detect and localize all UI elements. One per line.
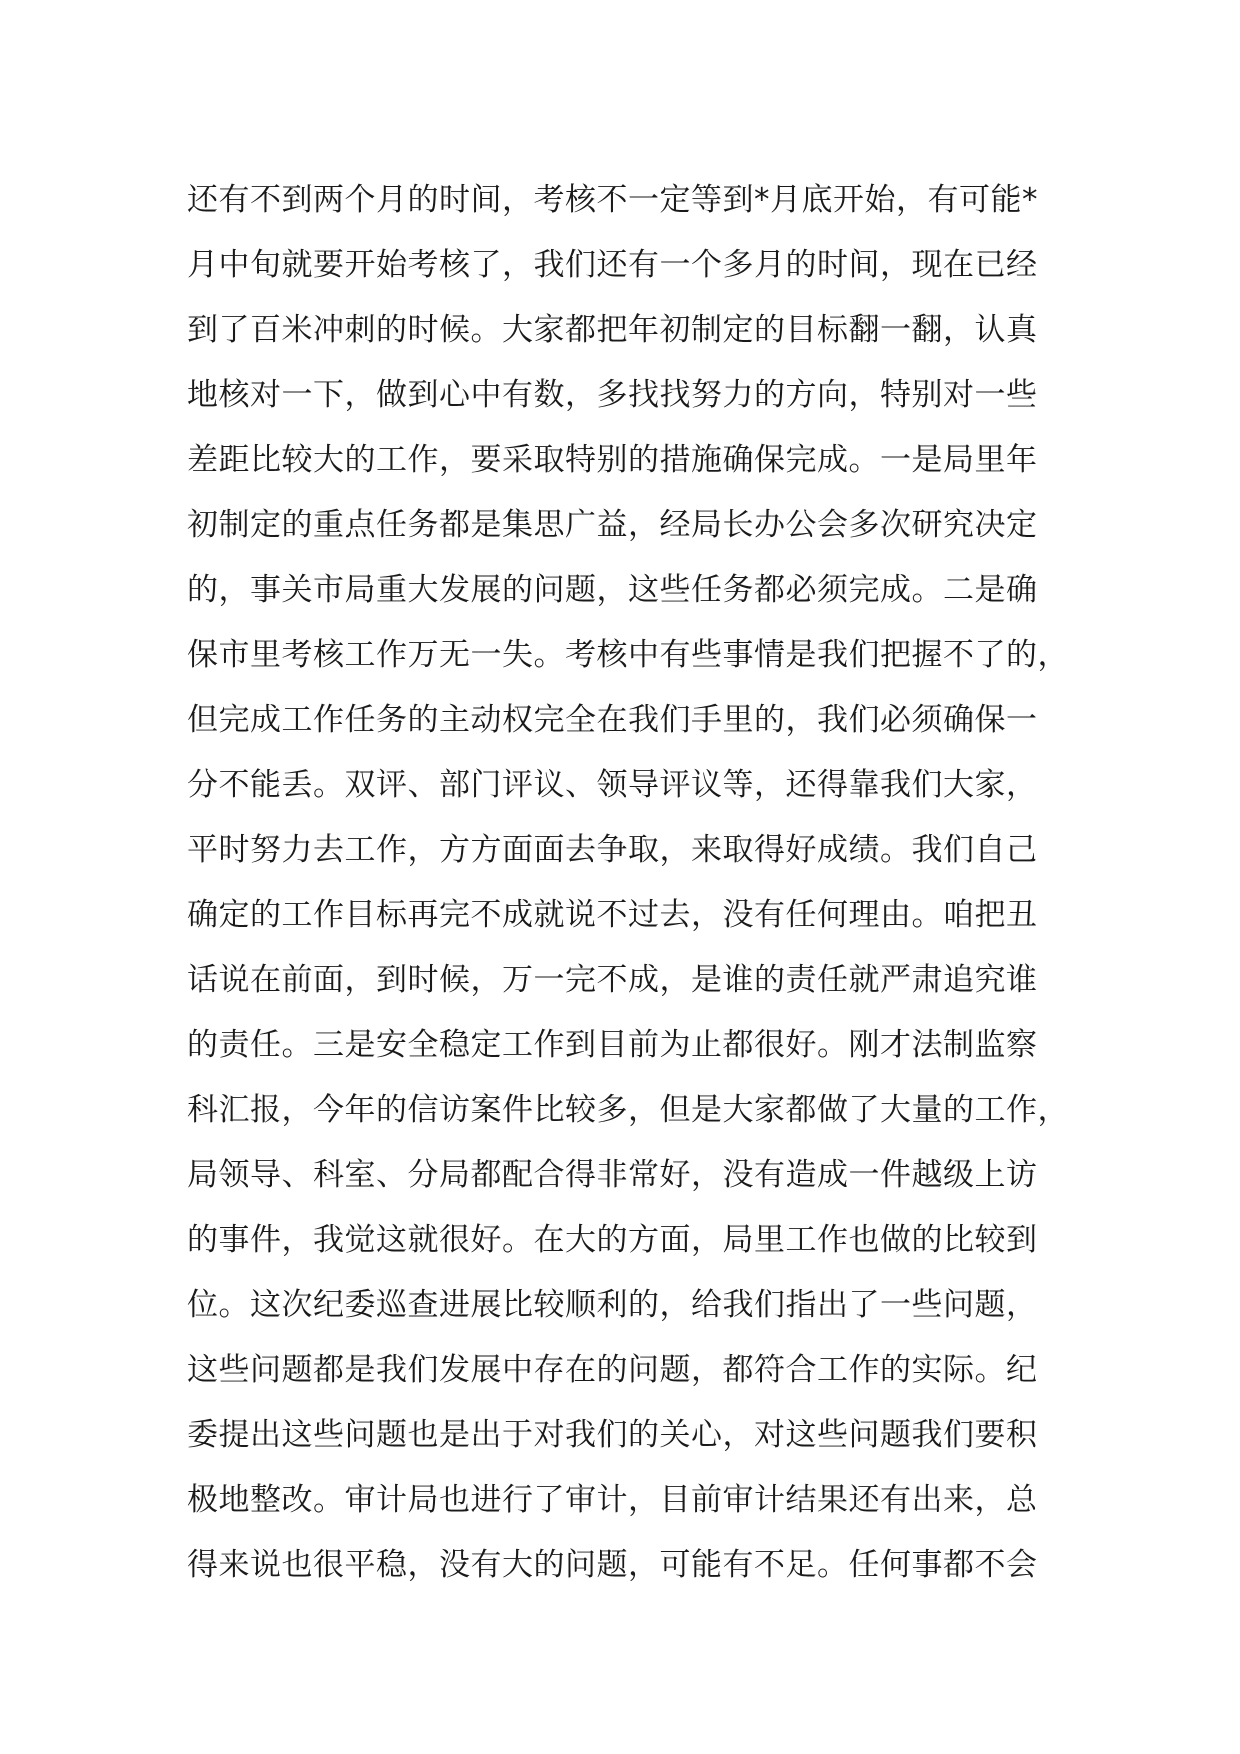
body-text: [187, 168, 1087, 1598]
text-line: 委提出这些问题也是出于对我们的关心，对这些问题我们要积: [187, 1417, 1038, 1453]
text-line: 确定的工作目标再完不成就说不过去，没有任何理由。咱把丑: [187, 897, 1038, 933]
text-line: 科汇报，今年的信访案件比较多，但是大家都做了大量的工作，: [187, 1092, 1069, 1128]
text-line: 分不能丢。双评、部门评议、领导评议等，还得靠我们大家，: [187, 767, 1038, 803]
text-line: 的责任。三是安全稳定工作到目前为止都很好。刚才法制监察: [187, 1027, 1038, 1063]
text-line: 话说在前面，到时候，万一完不成，是谁的责任就严肃追究谁: [187, 962, 1038, 998]
text-line: 保市里考核工作万无一失。考核中有些事情是我们把握不了的，: [187, 637, 1069, 673]
text-line: 的事件，我觉这就很好。在大的方面，局里工作也做的比较到: [187, 1222, 1038, 1258]
text-line: 初制定的重点任务都是集思广益，经局长办公会多次研究决定: [187, 507, 1038, 543]
text-line: 极地整改。审计局也进行了审计，目前审计结果还有出来，总: [187, 1482, 1038, 1518]
text-line: 月中旬就要开始考核了，我们还有一个多月的时间，现在已经: [187, 247, 1038, 283]
text-line: 还有不到两个月的时间，考核不一定等到*月底开始，有可能*: [187, 182, 1038, 218]
text-line: 这些问题都是我们发展中存在的问题，都符合工作的实际。纪: [187, 1352, 1038, 1388]
text-line: 但完成工作任务的主动权完全在我们手里的，我们必须确保一: [187, 702, 1038, 738]
text-line: 得来说也很平稳，没有大的问题，可能有不足。任何事都不会: [187, 1547, 1038, 1583]
text-line: 差距比较大的工作，要采取特别的措施确保完成。一是局里年: [187, 442, 1038, 478]
text-line: 位。这次纪委巡查进展比较顺利的，给我们指出了一些问题，: [187, 1287, 1038, 1323]
text-line: 局领导、科室、分局都配合得非常好，没有造成一件越级上访: [187, 1157, 1038, 1193]
text-line: 到了百米冲刺的时候。大家都把年初制定的目标翻一翻，认真: [187, 312, 1038, 348]
text-line: 地核对一下，做到心中有数，多找找努力的方向，特别对一些: [187, 377, 1038, 413]
text-line: 的，事关市局重大发展的问题，这些任务都必须完成。二是确: [187, 572, 1038, 608]
text-line: 平时努力去工作，方方面面去争取，来取得好成绩。我们自己: [187, 832, 1038, 868]
